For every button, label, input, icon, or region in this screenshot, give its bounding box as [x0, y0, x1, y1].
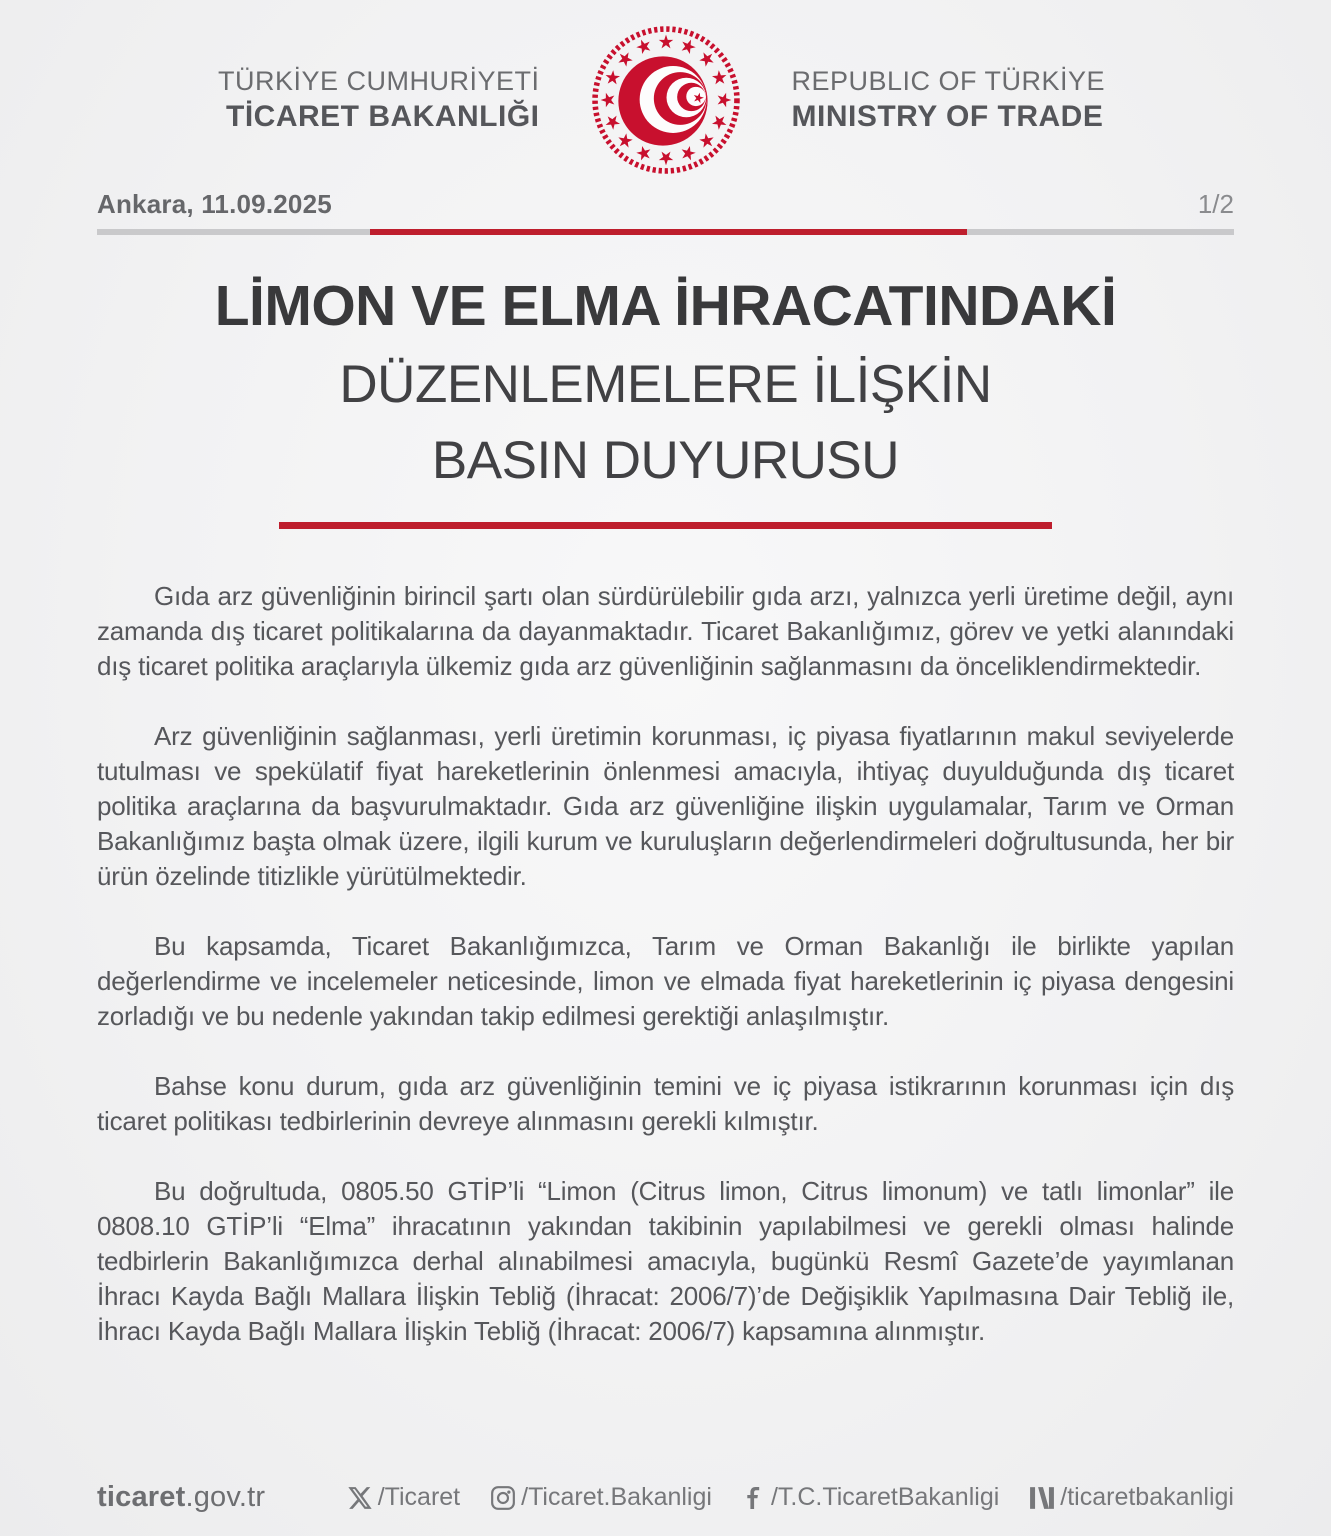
- title-line1: LİMON VE ELMA İHRACATINDAKİ: [214, 274, 1117, 338]
- social-nsosyal: [1029, 1483, 1234, 1512]
- paragraph-2: Arz güvenliğinin sağlanması, yerli üretimin korunması, iç piyasa fiyatlarının makul seviyelerde tutulması ve spekülatif fiyat hareketlerinin önlenmesi amacıyla, ihtiyaç duyulduğunda dış ticaret politika araçlarına da başvurulmaktadır. Gıda arz güvenliğine ilişkin uygulamalar, Tarım ve Orman Bakanlığımız başta olmak üzere, ilgili kurum ve kuruluşların değerlendirmeleri doğrultusunda, her bir ürün özelinde titizlikle yürütülmektedir.: [97, 721, 1234, 891]
- ministry-name-tr-line2: TİCARET BAKANLIĞI: [226, 100, 540, 133]
- press-release-body: [97, 579, 1234, 1349]
- paragraph-5: Bu doğrultuda, 0805.50 GTİP’li “Limon (Citrus limon, Citrus limonum) ve tatlı limonlar” ile 0808.10 GTİP’li “Elma” ihracatının yakından takibinin yapılabilmesi ve gerekli olması halinde tedbirlerin Bakanlığımızca derhal alınabilmesi amacıyla, bugünkü Resmî Gazete’de yayımlanan İhracı Kayda Bağlı Mallara İlişkin Tebliğ (İhracat: 2006/7)’de Değişiklik Yapılmasına Dair Tebliğ ile, İhracı Kayda Bağlı Mallara İlişkin Tebliğ (İhracat: 2006/7) kapsamına alınmıştır.: [97, 1176, 1234, 1346]
- social-instagram: [490, 1483, 712, 1512]
- ministry-of-trade-emblem-icon: [592, 26, 740, 174]
- dateline: Ankara, 11.09.2025: [97, 189, 332, 219]
- divider-gray-left: [97, 229, 370, 235]
- website-url: [97, 1481, 265, 1514]
- divider-gray-right: [967, 229, 1234, 235]
- ministry-name-tr-line1: TÜRKİYE CUMHURİYETİ: [217, 66, 540, 96]
- website-url-rest: .gov.tr: [185, 1481, 266, 1513]
- header-divider: [97, 229, 1234, 235]
- paragraph-3: Bu kapsamda, Ticaret Bakanlığımızca, Tarım ve Orman Bakanlığı ile birlikte yapılan değerlendirme ve incelemeler neticesinde, limon ve elmada fiyat hareketlerinin iç piyasa dengesini zorladığı ve bu nedenle yakından takip edilmesi gerektiği anlaşılmıştır.: [97, 931, 1234, 1031]
- emblem-crescents: [618, 56, 707, 145]
- page-title: [97, 273, 1234, 529]
- paragraph-1: Gıda arz güvenliğinin birincil şartı olan sürdürülebilir gıda arzı, yalnızca yerli üretime değil, aynı zamanda dış ticaret politikalarına da dayanmaktadır. Ticaret Bakanlığımız, görev ve yetki alanındaki dış ticaret politika araçlarıyla ülkemiz gıda arz güvenliğinin sağlanmasını da önceliklendirmektedir.: [97, 581, 1234, 681]
- title-red-rule: [279, 522, 1052, 529]
- facebook-icon: [742, 1485, 766, 1511]
- x-icon: [347, 1485, 373, 1511]
- ministry-name-english: [792, 66, 1235, 134]
- nsosyal-icon: [1029, 1485, 1055, 1511]
- title-line3: BASIN DUYURUSU: [431, 431, 900, 490]
- social-nsosyal-handle: /ticaretbakanligi: [1060, 1483, 1234, 1511]
- masthead: [97, 0, 1234, 174]
- social-facebook: [742, 1483, 999, 1512]
- website-url-bold: ticaret: [97, 1481, 186, 1513]
- social-x-handle: /Ticaret: [377, 1483, 461, 1511]
- divider-red-center: [370, 229, 967, 235]
- footer: [97, 1481, 1234, 1514]
- meta-row: [97, 189, 1234, 220]
- title-line2: DÜZENLEMELERE İLİŞKİN: [339, 355, 992, 414]
- social-x: [347, 1483, 460, 1512]
- instagram-icon: [490, 1485, 516, 1511]
- ministry-name-en-line1: REPUBLIC OF TÜRKİYE: [791, 66, 1106, 96]
- paragraph-4: Bahse konu durum, gıda arz güvenliğinin temini ve iç piyasa istikrarının korunması için dış ticaret politikası tedbirlerinin devreye alınmasını gerekli kılmıştır.: [97, 1071, 1234, 1136]
- ministry-name-en-line2: MINISTRY OF TRADE: [791, 100, 1104, 133]
- social-links: [347, 1483, 1234, 1512]
- social-facebook-handle: /T.C.TicaretBakanligi: [770, 1483, 1000, 1511]
- page-indicator: 1/2: [1197, 189, 1234, 219]
- social-instagram-handle: /Ticaret.Bakanligi: [521, 1483, 712, 1511]
- ministry-name-turkish: [97, 66, 540, 134]
